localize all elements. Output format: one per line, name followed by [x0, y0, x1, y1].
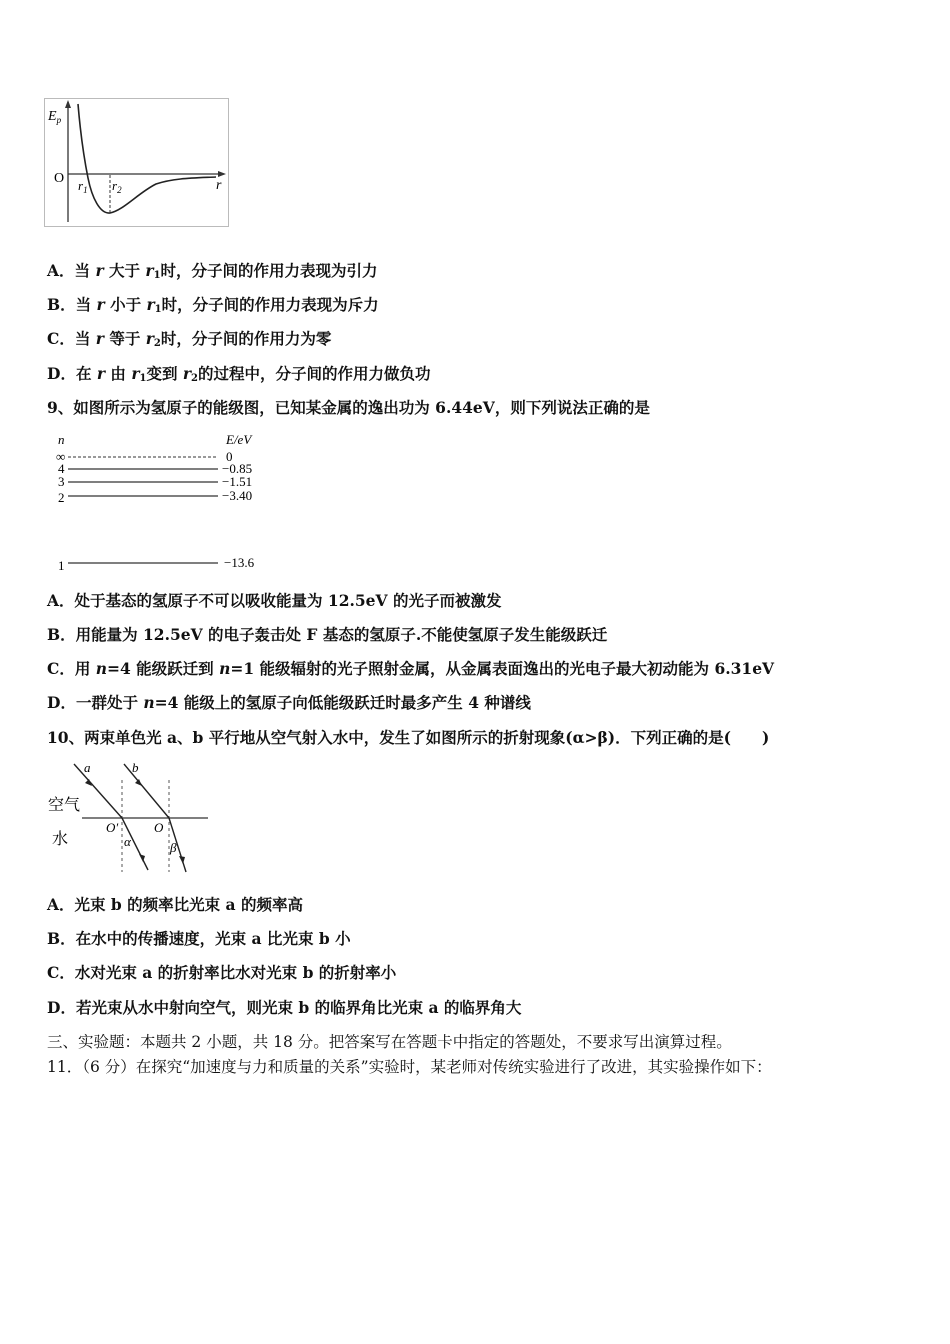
energy-level-diagram [52, 430, 282, 578]
ray-b-incident [124, 764, 169, 818]
level-n-inf: ∞ [56, 449, 66, 464]
q9-option-a: A．处于基态的氢原子不可以吸收能量为 12.5eV 的光子而被激发 [47, 591, 502, 610]
label-air: 空气 [48, 797, 81, 814]
e-header: E/eV [226, 432, 252, 447]
n-header: n [58, 432, 65, 447]
q10-option-c: C．水对光束 a 的折射率比水对光束 b 的折射率小 [47, 963, 397, 982]
q10-option-b: B．在水中的传播速度，光束 a 比光束 b 小 [47, 929, 351, 948]
q9-stem: 9、如图所示为氢原子的能级图，已知某金属的逸出功为 6.44eV，则下列说法正确的是 [47, 398, 650, 417]
label-o-prime: O′ [106, 820, 119, 835]
level-e-1: −13.6 [224, 555, 255, 570]
level-n-2: 2 [58, 490, 65, 505]
level-n-3: 3 [58, 474, 65, 489]
level-n-4: 4 [58, 461, 65, 476]
x-axis-label: r [216, 178, 222, 193]
q9-option-c: C．用 n=4 能级跃迁到 n=1 能级辐射的光子照射金属，从金属表面逸出的光电子最大初动能为 6.31eV [47, 659, 775, 678]
level-e-inf: 0 [226, 449, 233, 464]
ep-curve [78, 104, 216, 213]
q10-option-d: D．若光束从水中射向空气，则光束 b 的临界角比光束 a 的临界角大 [47, 998, 522, 1017]
r1-label: $r_1$ [78, 178, 88, 195]
r2-label: $r_2$ [112, 178, 122, 195]
origin-label: O [54, 171, 65, 186]
level-n-1: 1 [58, 558, 65, 573]
level-e-2: −3.40 [222, 488, 253, 503]
level-e-4: −0.85 [222, 461, 253, 476]
ray-a-incident [74, 764, 122, 818]
q8-option-b: B．当 r 小于 $r_1$时，分子间的作用力表现为斥力 [47, 295, 379, 315]
potential-energy-graph [44, 98, 230, 228]
label-alpha: α [124, 834, 131, 849]
section-3-heading: 三、实验题：本题共 2 小题，共 18 分。把答案写在答题卡中指定的答题处，不要求写出演算过程。 [47, 1033, 732, 1051]
q10-option-a: A．光束 b 的频率比光束 a 的频率高 [47, 895, 303, 914]
q8-option-a: A．当 r 大于 $r_1$时，分子间的作用力表现为引力 [47, 261, 378, 281]
q10-stem: 10、两束单色光 a、b 平行地从空气射入水中，发生了如图所示的折射现象(α>β)．下列正确的是( ) [47, 728, 770, 747]
label-b: b [132, 760, 139, 775]
label-o: O [154, 820, 164, 835]
q8-option-d: D．在 r 由 $r_1$变到 $r_2$的过程中，分子间的作用力做负功 [47, 364, 431, 384]
q9-option-b: B．用能量为 12.5eV 的电子轰击处 F 基态的氢原子.不能使氢原子发生能级跃迁 [47, 625, 608, 644]
label-water: 水 [52, 831, 69, 848]
q8-option-c: C．当 r 等于 $r_2$时，分子间的作用力为零 [47, 329, 332, 349]
label-a: a [84, 760, 91, 775]
level-e-3: −1.51 [222, 474, 253, 489]
ep-axis-label: $E_p$ [48, 109, 62, 125]
label-beta: β [170, 840, 177, 855]
refraction-diagram [44, 760, 214, 878]
q9-option-d: D．一群处于 n=4 能级上的氢原子向低能级跃迁时最多产生 4 种谱线 [47, 693, 531, 712]
q11-stem: 11．（6 分）在探究“加速度与力和质量的关系”实验时，某老师对传统实验进行了改进，其实验操作如下： [47, 1058, 772, 1076]
